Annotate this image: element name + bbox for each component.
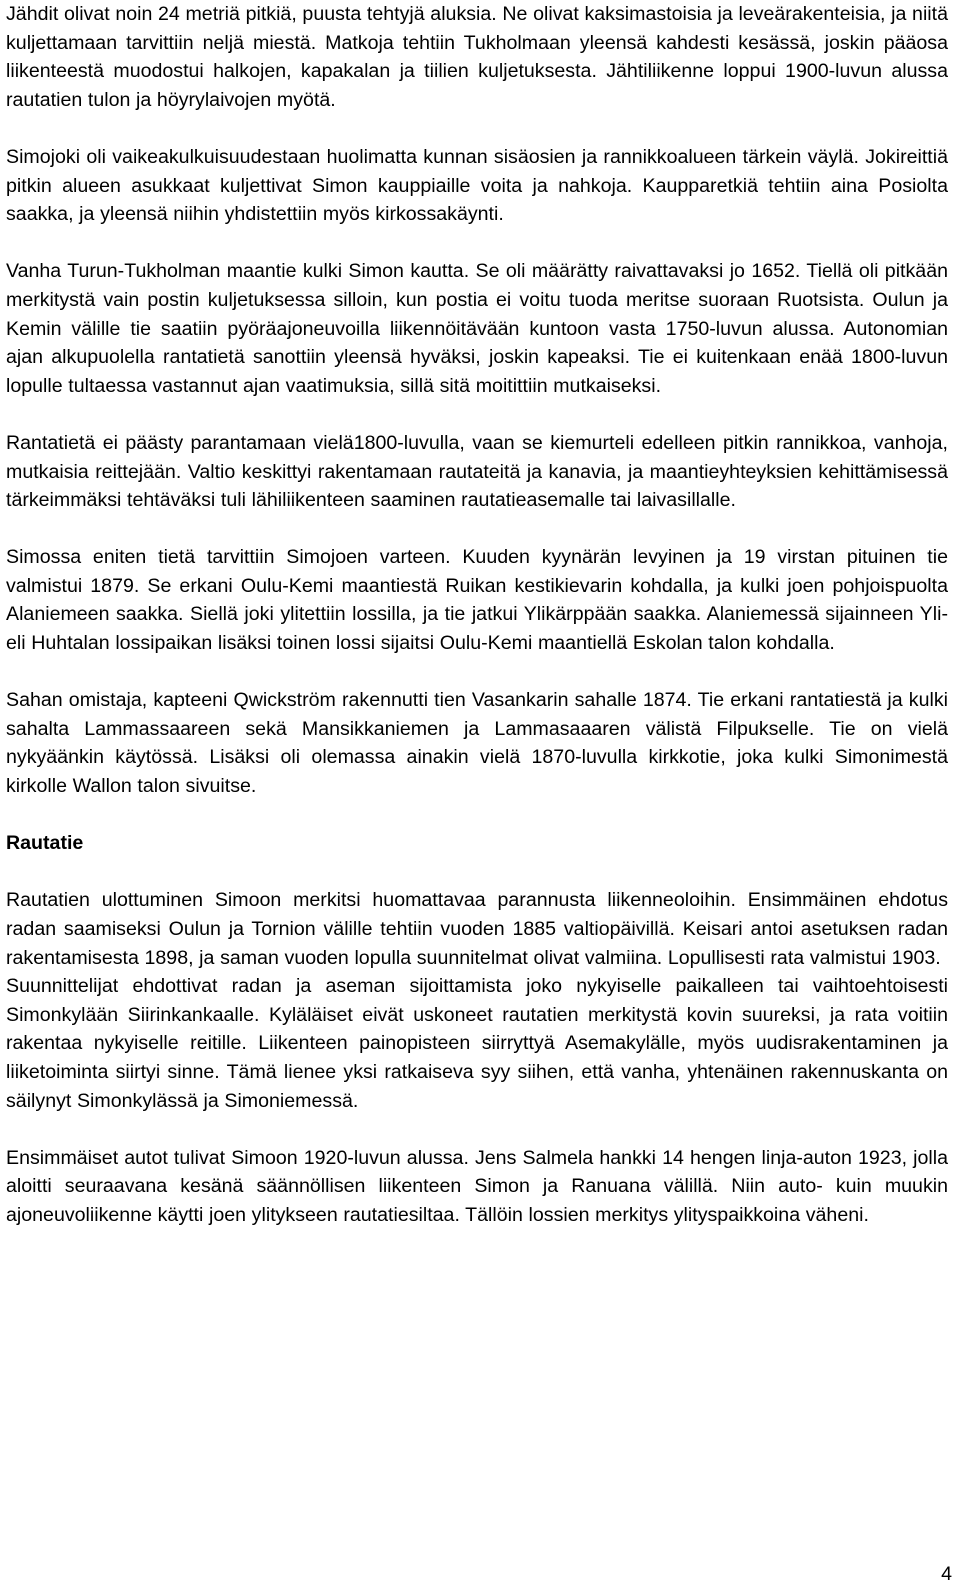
paragraph-autot: Ensimmäiset autot tulivat Simoon 1920-luvun alussa. Jens Salmela hankki 14 hengen linja-auton 1923, jolla aloitti seuraavana kesänä säännöllisen liikenteen Simon ja Ranuana välillä. Niin auto- kuin muukin ajoneuvoliikenne käytti joen ylitykseen rautatiesiltaa. Tällöin lossien merkitys ylityspaikkoina väheni. [6,1146,948,1226]
paragraph-gap [6,658,948,687]
paragraph-jahdit: Jähdit olivat noin 24 metriä pitkiä, puusta tehtyjä aluksia. Ne olivat kaksimastoisia ja leveärakenteisia, ja niitä kuljettamaan tarvittiin neljä miestä. Matkoja tehtiin Tukholmaan yleensä kahdesti kesässä, joskin pääosa liikenteestä muodostui halkojen, kapakalan ja tiilien kuljetuksesta. Jähtiliikenne loppui 1900-luvun alussa rautatien tulon ja höyrylaivojen myötä. [6,3,948,111]
section-heading-rautatie: Rautatie [6,832,84,855]
paragraph-gap [6,1115,948,1144]
document-page [6,0,948,1230]
paragraph-simojoen-tie: Simossa eniten tietä tarvittiin Simojoen varteen. Kuuden kyynärän levyinen ja 19 virstan pituinen tie valmistui 1879. Se erkani Oulu-Kemi maantiestä Ruikan kestikievarin kohdalla, ja kulki joen pohjoispuolta Alaniemeen saakka. Siellä joki ylitettiin lossilla, ja tie jatkui Ylikärppään saakka. Alaniemessä sijainneen Yli- eli Huhtalan lossipaikan lisäksi toinen lossi sijaitsi Oulu-Kemi maantiellä Eskolan talon kohdalla. [6,546,948,655]
paragraph-suunnittelijat: Suunnittelijat ehdottivat radan ja aseman sijoittamista joko nykyiselle paikalleen tai vaihtoehtoisesti Simonkylään Siirinkankaalle. Kyläläiset eivät uskoneet rautatien merkitystä kovin suureksi, ja rata voitiin rakentaa nykyiselle reitille. Liikenteen painopisteen siirryttyä Asemakylälle, myös uudisrakentaminen ja liiketoiminta siirtyi sinne. Tämä lienee yksi ratkaiseva syy siihen, että vanha, yhtenäinen rakennuskanta on säilynyt Simonkylässä ja Simoniemessä. [6,975,948,1112]
paragraph-gap [6,515,948,544]
paragraph-maantie: Vanha Turun-Tukholman maantie kulki Simon kautta. Se oli määrätty raivattavaksi jo 1652. Tiellä oli pitkään merkitystä vain postin kuljetuksessa silloin, kun postia ei voitu tuoda meritse suoraan Ruotsista. Oulun ja Kemin välille tie saatiin pyöräajoneuvoilla liikennöitävään kuntoon vasta 1750-luvun alussa. Autonomian ajan alkupuolella rantatietä sanottiin yleensä hyväksi, joskin kapeaksi. Tie ei kuitenkaan enää 1800-luvun lopulle tultaessa vastannut ajan vaatimuksia, sillä sitä moitittiin mutkaiseksi. [6,260,948,397]
paragraph-gap [6,858,948,887]
paragraph-gap [6,229,948,258]
paragraph-rautatie-ulottuminen: Rautatien ulottuminen Simoon merkitsi huomattavaa parannusta liikenneoloihin. Ensimmäinen ehdotus radan saamiseksi Oulun ja Tornion välille tehtiin vuoden 1885 valtiopäivillä. Keisari antoi asetuksen radan rakentamisesta 1898, ja saman vuoden lopulla suunnitelmat olivat valmiina. Lopullisesti rata valmistui 1903. [6,889,948,969]
paragraph-rantatie: Rantatietä ei päästy parantamaan vielä1800-luvulla, vaan se kiemurteli edelleen pitkin rannikkoa, vanhoja, mutkaisia reittejään. Valtio keskittyi rakentamaan rautateitä ja kanavia, ja maantieyhteyksien kehittämisessä tärkeimmäksi tehtäväksi tuli lähiliikenteen saaminen rautatieasemalle tai laivasillalle. [6,431,948,512]
paragraph-simojoki: Simojoki oli vaikeakulkuisuudestaan huolimatta kunnan sisäosien ja rannikkoalueen tärkein väylä. Jokireittiä pitkin alueen asukkaat kuljettivat Simon kauppiaille voita ja nahkoja. Kaupparetkiä tehtiin aina Posiolta saakka, ja yleensä niihin yhdistettiin myös kirkossakäynti. [6,145,948,226]
page-number: 4 [941,1563,952,1585]
paragraph-sahan-tie: Sahan omistaja, kapteeni Qwickström rakennutti tien Vasankarin sahalle 1874. Tie erkani rantatiestä ja kulki sahalta Lammassaareen sekä Mansikkaniemen ja Lammasaaaren välistä Filpukselle. Tie on vielä nykyäänkin käytössä. Lisäksi oli olemassa ainakin vielä 1870-luvulla kirkkotie, joka kulki Simonimestä kirkolle Wallon talon sivuitse. [6,689,948,798]
paragraph-gap [6,400,948,429]
paragraph-gap [6,801,948,830]
paragraph-gap [6,114,948,143]
